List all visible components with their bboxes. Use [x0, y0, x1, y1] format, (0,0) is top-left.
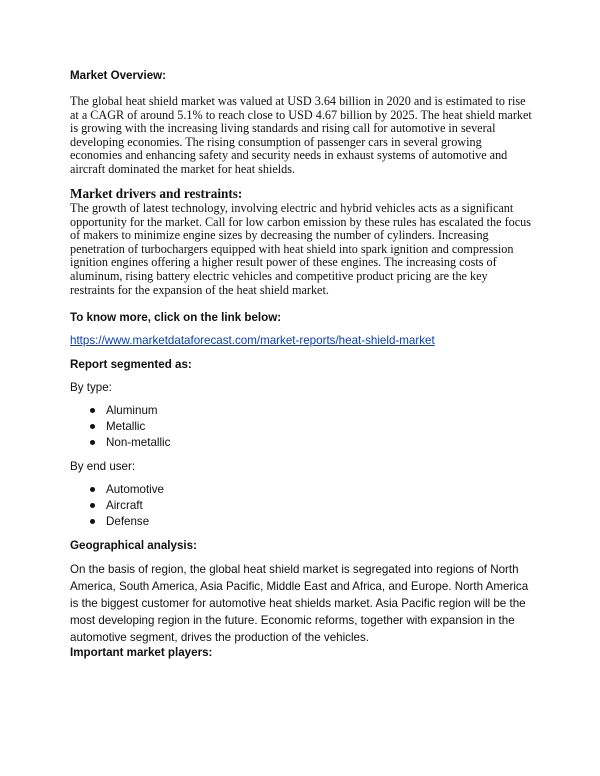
bullet-icon — [90, 440, 95, 445]
by-type-label: By type: — [70, 381, 112, 394]
list-item — [70, 482, 164, 498]
type-list — [70, 403, 170, 450]
list-item — [70, 435, 170, 451]
list-item — [70, 514, 164, 530]
end-user-item-label: Aircraft — [106, 498, 143, 512]
report-link[interactable]: https://www.marketdataforecast.com/market-reports/heat-shield-market — [70, 334, 435, 347]
important-players-heading: Important market players: — [70, 646, 213, 659]
end-user-item-label: Defense — [106, 514, 150, 528]
report-link-line — [70, 333, 532, 349]
market-drivers-paragraph: The growth of latest technology, involving electric and hybrid vehicles acts as a significant opportunity for the market. Call for low carbon emission by these rules has escalated the focus of makers to minimize engine sizes by decreasing the number of cylinders. Increasing penetration of turbochargers equipped with heat shield into spark ignition and compression ignition engines offering a higher result power of these engines. The increasing costs of aluminum, rising battery electric vehicles and competitive product pricing are the key restraints for the expansion of the heat shield market. — [70, 201, 531, 297]
type-item-label: Metallic — [106, 419, 146, 433]
know-more-heading: To know more, click on the link below: — [70, 311, 282, 324]
by-end-user-label: By end user: — [70, 460, 136, 473]
list-item — [70, 419, 170, 435]
end-user-item-label: Automotive — [106, 483, 164, 496]
geographical-analysis-paragraph: On the basis of region, the global heat shield market is segregated into regions of North America, South America, Asia Pacific, Middle East and Africa, and Europe. North America is the biggest customer for automotive heat shields market. Asia Pacific region will be the most developing region in the future. Economic reforms, together with expansion in the automotive segment, drives the production of the vehicles. — [70, 563, 529, 644]
report-segmented-heading: Report segmented as: — [70, 358, 192, 371]
type-item-label: Non-metallic — [106, 435, 171, 449]
bullet-icon — [90, 408, 95, 413]
end-user-list — [70, 482, 164, 529]
market-drivers-heading: Market drivers and restraints: — [70, 186, 243, 201]
market-overview-paragraph: The global heat shield market was valued at USD 3.64 billion in 2020 and is estimated to rise at a CAGR of around 5.1% to reach close to USD 4.67 billion by 2025. The heat shield market is growing with the increasing living standards and rising call for automotive in several developing economies. The rising consumption of passenger cars in several growing economies and enhancing safety and security needs in exhaust systems of automotive and aircraft dominated the market for heat shields. — [70, 94, 532, 176]
bullet-icon — [90, 487, 95, 492]
geographical-analysis-heading: Geographical analysis: — [70, 539, 197, 552]
market-overview-heading: Market Overview: — [70, 69, 167, 82]
list-item — [70, 498, 164, 514]
bullet-icon — [90, 519, 95, 524]
list-item — [70, 403, 170, 419]
bullet-icon — [90, 503, 95, 508]
type-item-label: Aluminum — [106, 404, 158, 417]
bullet-icon — [90, 424, 95, 429]
